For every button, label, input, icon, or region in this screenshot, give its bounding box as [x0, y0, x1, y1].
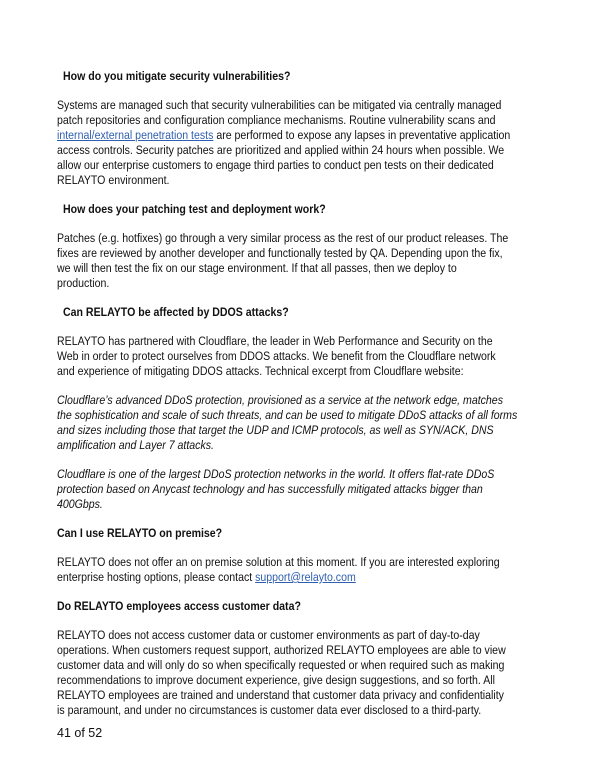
text-line	[57, 423, 539, 438]
text-line	[57, 173, 539, 188]
text-segment: the sophistication and scale of such threats, and can be used to mitigate DDoS attacks of all forms	[57, 408, 518, 422]
paragraph	[57, 555, 539, 585]
text-line	[57, 658, 539, 673]
text-line	[57, 555, 539, 570]
faq-section	[57, 599, 539, 718]
text-segment: are performed to expose any lapses in preventative application	[213, 128, 511, 142]
text-segment: and sizes including those that target the UDP and ICMP protocols, as well as SYN/ACK, DNS	[57, 423, 494, 437]
text-line	[57, 98, 539, 113]
faq-section	[57, 526, 539, 585]
text-line	[57, 349, 539, 364]
section-heading: How does your patching test and deployment work?	[63, 202, 326, 216]
text-segment: customer data and will only do so when specifically requested or when required such as making	[57, 658, 505, 672]
text-line	[57, 497, 539, 512]
text-segment: Patches (e.g. hotfixes) go through a very similar process as the rest of our product releases. The	[57, 231, 509, 245]
hyperlink[interactable]: support@relayto.com	[255, 570, 356, 584]
text-segment: Cloudflare is one of the largest DDoS protection networks in the world. It offers flat-rate DDoS	[57, 467, 495, 481]
faq-section	[57, 69, 539, 188]
text-line	[57, 467, 539, 482]
text-segment: recommendations to improve document experience, give design suggestions, and so forth. All	[57, 673, 495, 687]
text-line	[57, 408, 539, 423]
text-line	[57, 276, 539, 291]
text-line	[57, 364, 539, 379]
text-segment: and experience of mitigating DDOS attacks. Technical excerpt from Cloudflare website:	[57, 364, 464, 378]
text-segment: RELAYTO environment.	[57, 173, 170, 187]
text-segment: RELAYTO does not offer an on premise solution at this moment. If you are interested exploring	[57, 555, 500, 569]
text-line	[57, 628, 539, 643]
text-line	[57, 231, 539, 246]
section-heading: Do RELAYTO employees access customer data?	[57, 599, 301, 613]
text-segment: Web in order to protect ourselves from DDOS attacks. We benefit from the Cloudflare network	[57, 349, 496, 363]
text-segment: operations. When customers request support, authorized RELAYTO employees are able to view	[57, 643, 506, 657]
faq-section	[57, 202, 539, 291]
paragraph	[57, 98, 539, 188]
text-segment: allow our enterprise customers to engage third parties to conduct pen tests on their dedicated	[57, 158, 494, 172]
text-segment: RELAYTO has partnered with Cloudflare, the leader in Web Performance and Security on the	[57, 334, 493, 348]
text-segment: 400Gbps.	[57, 497, 103, 511]
text-line	[57, 261, 539, 276]
text-line	[57, 703, 539, 718]
text-line	[57, 246, 539, 261]
text-line	[57, 113, 539, 128]
text-segment: production.	[57, 276, 110, 290]
quoted-paragraph	[57, 467, 539, 512]
text-segment: protection based on Anycast technology and has successfully mitigated attacks bigger than	[57, 482, 483, 496]
quoted-paragraph	[57, 393, 539, 453]
text-segment: RELAYTO employees are trained and understand that customer data privacy and confidentiality	[57, 688, 504, 702]
text-line	[57, 482, 539, 497]
text-segment: RELAYTO does not access customer data or customer environments as part of day-to-day	[57, 628, 480, 642]
text-line	[57, 143, 539, 158]
text-line	[57, 158, 539, 173]
paragraph	[57, 231, 539, 291]
text-segment: Cloudflare’s advanced DDoS protection, provisioned as a service at the network edge, matches	[57, 393, 503, 407]
faq-section	[57, 305, 539, 512]
hyperlink[interactable]: internal/external penetration tests	[57, 128, 214, 142]
text-segment: amplification and Layer 7 attacks.	[57, 438, 214, 452]
text-segment: fixes are reviewed by another developer and functionally tested by QA. Depending upon the fix,	[57, 246, 503, 260]
text-line	[57, 128, 539, 143]
text-line	[57, 393, 539, 408]
text-line	[57, 438, 539, 453]
paragraph	[57, 334, 539, 379]
text-segment: is paramount, and under no circumstances is customer data ever disclosed to a third-party.	[57, 703, 482, 717]
text-segment: access controls. Security patches are prioritized and applied within 24 hours when possible. We	[57, 143, 505, 157]
text-line	[57, 688, 539, 703]
section-heading: Can I use RELAYTO on premise?	[57, 526, 223, 540]
text-segment: we will then test the fix on our stage environment. If that all passes, then we deploy to	[57, 261, 457, 275]
text-line	[57, 673, 539, 688]
document-body	[57, 69, 539, 732]
text-line	[57, 570, 539, 585]
text-line	[57, 643, 539, 658]
page-number: 41 of 52	[57, 726, 103, 740]
section-heading: Can RELAYTO be affected by DDOS attacks?	[63, 305, 289, 319]
text-segment: patch repositories and configuration compliance mechanisms. Routine vulnerability scans and	[57, 113, 496, 127]
paragraph	[57, 628, 539, 718]
section-heading: How do you mitigate security vulnerabilities?	[63, 69, 291, 83]
text-segment: Systems are managed such that security vulnerabilities can be mitigated via centrally managed	[57, 98, 502, 112]
text-line	[57, 334, 539, 349]
text-segment: enterprise hosting options, please contact	[57, 570, 256, 584]
